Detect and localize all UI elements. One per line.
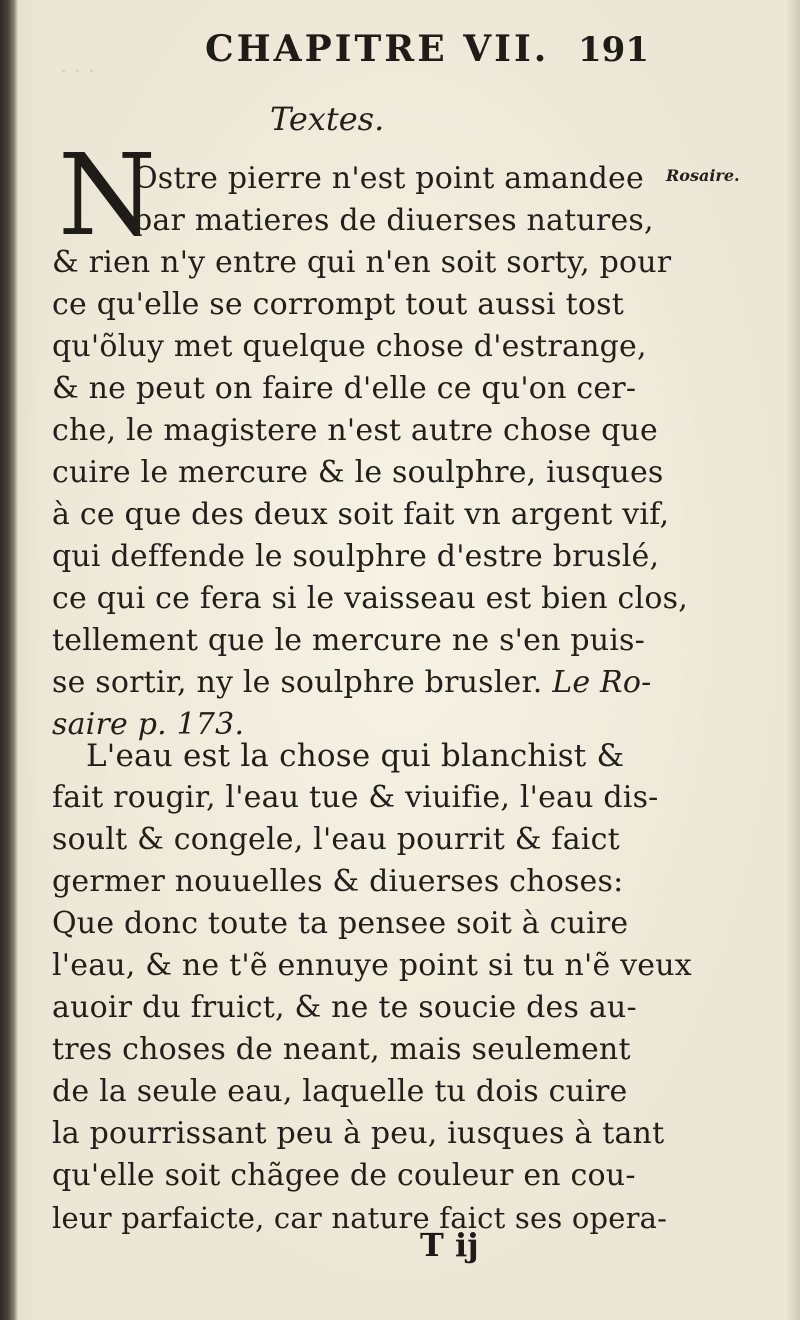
text-line: ce qu'elle se corrompt tout aussi tost (52, 287, 624, 322)
text-line: la pourrissant peu à peu, iusques à tant (52, 1116, 665, 1151)
text-line: tellement que le mercure ne s'en puis- (52, 623, 645, 658)
running-head: CHAPITRE VII. (205, 28, 550, 70)
text-line: & rien n'y entre qui n'en soit sorty, pour (52, 245, 672, 280)
text-line: & ne peut on faire d'elle ce qu'on cer- (52, 371, 637, 406)
text-line: ce qui ce fera si le vaisseau est bien clos, (52, 581, 688, 616)
citation-end: saire p. 173. (52, 707, 245, 742)
text-fragment: se sortir, ny le soulphre brusler. (52, 665, 543, 700)
text-line: cuire le mercure & le soulphre, iusques (52, 455, 664, 490)
text-line: tres choses de neant, mais seulement (52, 1032, 631, 1067)
text-line: qu'elle soit chãgee de couleur en cou- (52, 1158, 636, 1193)
text-line: fait rougir, l'eau tue & viuifie, l'eau dis- (52, 780, 659, 815)
show-through: · · · (60, 60, 95, 85)
text-line: L'eau est la chose qui blanchist & (86, 738, 625, 774)
section-title: Textes. (270, 100, 385, 138)
text-line: germer nouuelles & diuerses choses: (52, 864, 624, 899)
text-line: soult & congele, l'eau pourrit & faict (52, 822, 620, 857)
page-header (0, 28, 800, 78)
text-line: Que donc toute ta pensee soit à cuire (52, 906, 629, 941)
text-line: Ostre pierre n'est point amandee (133, 161, 644, 196)
citation: Le Ro- (552, 665, 652, 700)
text-line: auoir du fruict, & ne te soucie des au- (52, 990, 637, 1025)
page-number: 191 (578, 30, 649, 70)
text-line: l'eau, & ne t'ẽ ennuye point si tu n'ẽ veux (52, 948, 692, 983)
text-line: de la seule eau, laquelle tu dois cuire (52, 1074, 628, 1109)
text-line: leur parfaicte, car nature faict ses opera- (52, 1201, 668, 1235)
drop-cap: N (58, 131, 156, 261)
binding-gutter (0, 0, 18, 1320)
text-line: par matieres de diuerses natures, (133, 203, 654, 238)
text-line: qui deffende le soulphre d'estre bruslé, (52, 539, 660, 574)
signature-mark: T ij (420, 1226, 479, 1264)
text-line (52, 663, 651, 703)
text-line: à ce que des deux soit fait vn argent vif, (52, 497, 670, 532)
margin-note: Rosaire. (666, 166, 740, 185)
text-line: qu'õluy met quelque chose d'estrange, (52, 329, 647, 364)
page-edge (786, 0, 800, 1320)
text-line: che, le magistere n'est autre chose que (52, 413, 658, 448)
